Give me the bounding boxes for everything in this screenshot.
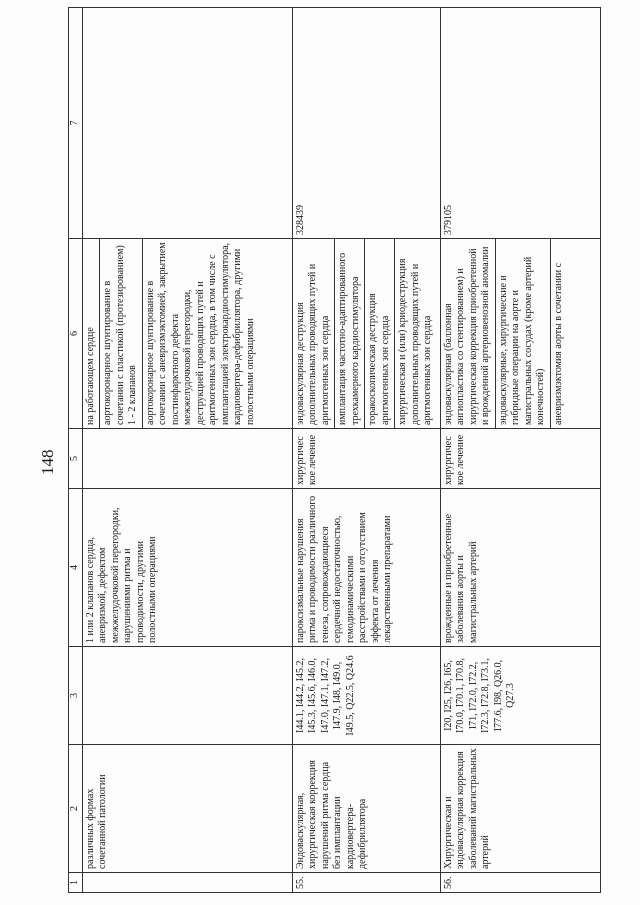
treatment-methods [292, 239, 440, 429]
header-cell: 7 [69, 8, 83, 239]
method-item: торакоскопическая деструкция аритмогенных зон сердца [365, 239, 395, 428]
header-cell: 2 [69, 745, 83, 873]
methods-list [83, 239, 260, 428]
method-item: имплантация частотно-адаптированного трехкамерного кардиостимулятора [335, 239, 365, 428]
procedure-name: Хирургическая и эндоваскулярная коррекция заболеваний магистральных артерий [440, 745, 600, 873]
procedure-name: Эндоваскулярная, хирургическая коррекция нарушений ритма сердца без имплантации кардиовертера-дефибриллятора [292, 745, 440, 873]
table-row [440, 8, 600, 893]
diagnosis-codes: I44.1, I44.2, I45.2, I45.3, I45.6, I46.0, I47.0, I47.1, I47.2, I47.9, I48, I49.0, I49.5, Q22.5, Q24.6 [292, 647, 440, 745]
method-item: эндоваскулярные, хирургические и гибридные операции на аорте и магистральных сосудах (кроме артерий конечностей) [495, 239, 550, 428]
procedures-table [68, 7, 601, 893]
treatment-type: хирургическое лечение [292, 429, 440, 489]
treatment-type: хирургическое лечение [440, 429, 600, 489]
page-number: 148 [38, 449, 57, 475]
row-number [82, 873, 292, 893]
diagnosis-codes [82, 647, 292, 745]
table-row [292, 8, 440, 893]
method-item: на работающем сердце [83, 239, 100, 428]
method-item: аневризмэктомия аорты в сочетании с [552, 262, 564, 425]
patient-model: пароксизмальные нарушения ритма и проводимости различного генеза, сопровождающиеся сердечной недостаточностью, гемодинамическими расстройствами и отсутствием эффекта от лечения лекарственными препаратами [292, 489, 440, 647]
table-row-continuation [82, 8, 292, 893]
patient-model: 1 или 2 клапанов сердца, аневризмой, дефектом межжелудочковой перегородки, нарушениями ритма и проводимости, другими полостными операциями [82, 489, 292, 647]
header-cell: 1 [69, 873, 83, 893]
cost-value [82, 8, 292, 239]
method-item: эндоваскулярная деструкция дополнительных проводящих путей и аритмогенных зон сердца [293, 239, 335, 428]
cost-value: 328439 [292, 8, 440, 239]
header-cell: 3 [69, 647, 83, 745]
method-item: аортокоронарное шунтирование в сочетании с аневризмэктомией, закрытием постинфарктного дефекта межжелудочковой перегородки, деструкцией проводящих путей и аритмогенных зон сердца, в том числе с имплантацией электрокардиостимулятора, кардиовертера-дефибриллятора, другими полостными операциями [144, 242, 256, 425]
cost-value: 379105 [440, 8, 600, 239]
header-cell: 4 [69, 489, 83, 647]
row-number: 56. [440, 873, 600, 893]
method-item: хирургическая и (или) криодеструкция дополнительных проводящих путей и аритмогенных зон сердца [397, 258, 433, 425]
method-item: аортокоронарное шунтирование в сочетании с пластикой (протезированием) 1 - 2 клапанов [100, 239, 143, 428]
header-cell: 5 [69, 429, 83, 489]
treatment-methods [82, 239, 292, 429]
header-cell: 6 [69, 239, 83, 429]
header-row [69, 8, 83, 893]
methods-list [441, 239, 568, 428]
treatment-methods [440, 239, 600, 429]
methods-list [293, 239, 437, 428]
treatment-type [82, 429, 292, 489]
patient-model: врожденные и приобретенные заболевания аорты и магистральных артерий [440, 489, 600, 647]
procedure-name: различных формах сочетанной патологии [82, 745, 292, 873]
method-item: эндоваскулярная (баллонная ангиопластика со стентированием) и хирургическая коррекция приобретенной и врожденной артериовенозной аномалии [441, 239, 496, 428]
row-number: 55. [292, 873, 440, 893]
diagnosis-codes: I20, I25, I26, I65, I70.0, I70.1, I70.8, I71, I72.0, I72.2, I72.3, I72.8, I73.1, I77.6, I98, Q26.0, Q27.3 [440, 647, 600, 745]
